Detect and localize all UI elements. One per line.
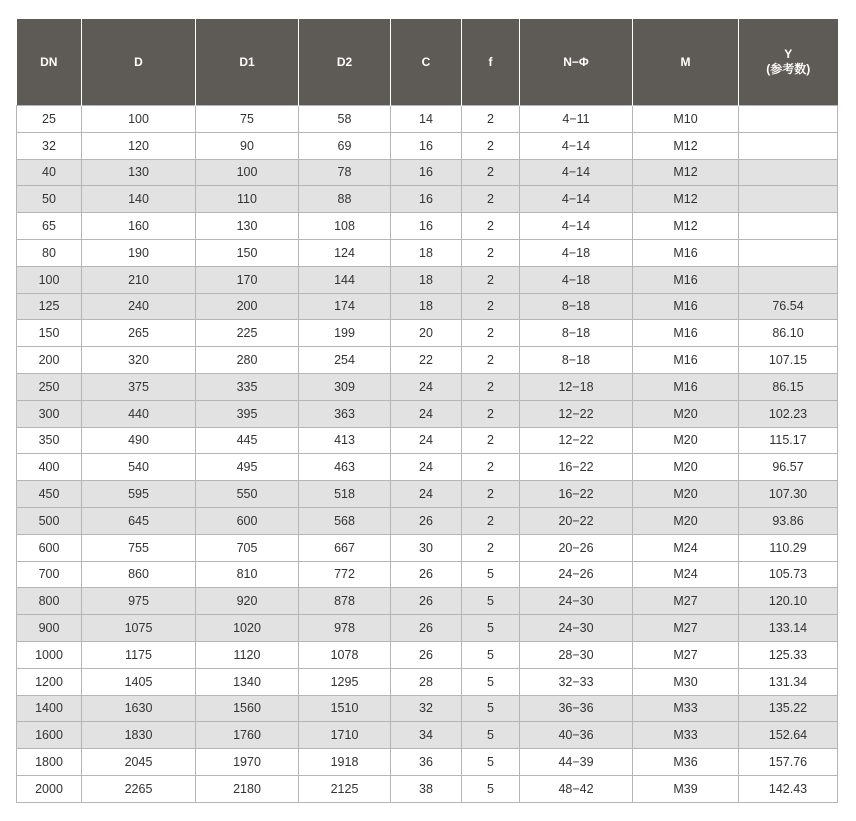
cell-y: 157.76 bbox=[739, 749, 838, 776]
cell-n-phi: 20−22 bbox=[520, 507, 633, 534]
header-dn: DN bbox=[17, 19, 82, 106]
cell-c: 18 bbox=[391, 293, 462, 320]
cell-d2: 1710 bbox=[299, 722, 391, 749]
table-row bbox=[17, 454, 838, 481]
cell-m: M27 bbox=[633, 615, 739, 642]
header-c: C bbox=[391, 19, 462, 106]
flange-dimension-table bbox=[16, 19, 838, 803]
cell-f: 2 bbox=[462, 159, 520, 186]
cell-n-phi: 20−26 bbox=[520, 534, 633, 561]
cell-dn: 100 bbox=[17, 266, 82, 293]
cell-d: 1075 bbox=[82, 615, 196, 642]
cell-dn: 350 bbox=[17, 427, 82, 454]
cell-c: 26 bbox=[391, 507, 462, 534]
table-row bbox=[17, 534, 838, 561]
cell-d: 2265 bbox=[82, 775, 196, 802]
cell-d1: 200 bbox=[196, 293, 299, 320]
cell-d: 320 bbox=[82, 347, 196, 374]
cell-dn: 600 bbox=[17, 534, 82, 561]
cell-d2: 69 bbox=[299, 132, 391, 159]
cell-d: 1630 bbox=[82, 695, 196, 722]
cell-d1: 335 bbox=[196, 373, 299, 400]
table-row bbox=[17, 507, 838, 534]
cell-c: 26 bbox=[391, 615, 462, 642]
cell-f: 2 bbox=[462, 266, 520, 293]
cell-n-phi: 4−18 bbox=[520, 239, 633, 266]
cell-y: 135.22 bbox=[739, 695, 838, 722]
cell-d: 190 bbox=[82, 239, 196, 266]
cell-d1: 1020 bbox=[196, 615, 299, 642]
cell-y bbox=[739, 213, 838, 240]
cell-c: 24 bbox=[391, 400, 462, 427]
cell-n-phi: 4−14 bbox=[520, 213, 633, 240]
table-row bbox=[17, 159, 838, 186]
cell-y: 102.23 bbox=[739, 400, 838, 427]
cell-m: M27 bbox=[633, 588, 739, 615]
cell-c: 26 bbox=[391, 561, 462, 588]
cell-d: 1175 bbox=[82, 641, 196, 668]
cell-f: 2 bbox=[462, 347, 520, 374]
cell-n-phi: 4−14 bbox=[520, 186, 633, 213]
cell-d2: 78 bbox=[299, 159, 391, 186]
cell-d2: 108 bbox=[299, 213, 391, 240]
cell-n-phi: 48−42 bbox=[520, 775, 633, 802]
cell-d1: 170 bbox=[196, 266, 299, 293]
cell-d: 975 bbox=[82, 588, 196, 615]
cell-d2: 88 bbox=[299, 186, 391, 213]
cell-d2: 58 bbox=[299, 106, 391, 133]
cell-m: M12 bbox=[633, 213, 739, 240]
cell-d2: 667 bbox=[299, 534, 391, 561]
table-row bbox=[17, 106, 838, 133]
cell-d1: 920 bbox=[196, 588, 299, 615]
cell-d2: 568 bbox=[299, 507, 391, 534]
cell-d: 130 bbox=[82, 159, 196, 186]
cell-d: 2045 bbox=[82, 749, 196, 776]
cell-m: M24 bbox=[633, 534, 739, 561]
cell-m: M30 bbox=[633, 668, 739, 695]
table-row bbox=[17, 320, 838, 347]
cell-d2: 413 bbox=[299, 427, 391, 454]
cell-m: M10 bbox=[633, 106, 739, 133]
cell-dn: 1600 bbox=[17, 722, 82, 749]
cell-d1: 1340 bbox=[196, 668, 299, 695]
cell-d1: 150 bbox=[196, 239, 299, 266]
cell-d2: 518 bbox=[299, 481, 391, 508]
cell-f: 2 bbox=[462, 293, 520, 320]
cell-c: 34 bbox=[391, 722, 462, 749]
table-row bbox=[17, 239, 838, 266]
cell-d2: 174 bbox=[299, 293, 391, 320]
cell-y bbox=[739, 159, 838, 186]
cell-y: 152.64 bbox=[739, 722, 838, 749]
table-row bbox=[17, 561, 838, 588]
cell-c: 16 bbox=[391, 186, 462, 213]
cell-d: 1830 bbox=[82, 722, 196, 749]
cell-n-phi: 32−33 bbox=[520, 668, 633, 695]
cell-y bbox=[739, 132, 838, 159]
cell-c: 28 bbox=[391, 668, 462, 695]
cell-d2: 463 bbox=[299, 454, 391, 481]
cell-n-phi: 4−11 bbox=[520, 106, 633, 133]
cell-d1: 225 bbox=[196, 320, 299, 347]
cell-y: 115.17 bbox=[739, 427, 838, 454]
cell-m: M36 bbox=[633, 749, 739, 776]
table-row bbox=[17, 668, 838, 695]
cell-dn: 25 bbox=[17, 106, 82, 133]
cell-c: 26 bbox=[391, 588, 462, 615]
cell-n-phi: 4−18 bbox=[520, 266, 633, 293]
cell-m: M16 bbox=[633, 293, 739, 320]
cell-n-phi: 24−30 bbox=[520, 588, 633, 615]
cell-c: 24 bbox=[391, 454, 462, 481]
cell-d: 755 bbox=[82, 534, 196, 561]
cell-y bbox=[739, 239, 838, 266]
header-row bbox=[17, 19, 838, 106]
cell-m: M20 bbox=[633, 427, 739, 454]
cell-f: 2 bbox=[462, 507, 520, 534]
cell-d1: 2180 bbox=[196, 775, 299, 802]
cell-f: 5 bbox=[462, 561, 520, 588]
cell-d2: 1078 bbox=[299, 641, 391, 668]
header-d1: D1 bbox=[196, 19, 299, 106]
cell-d: 860 bbox=[82, 561, 196, 588]
table-row bbox=[17, 266, 838, 293]
header-d: D bbox=[82, 19, 196, 106]
cell-d2: 199 bbox=[299, 320, 391, 347]
table-row bbox=[17, 641, 838, 668]
cell-y: 76.54 bbox=[739, 293, 838, 320]
cell-d1: 90 bbox=[196, 132, 299, 159]
cell-c: 24 bbox=[391, 427, 462, 454]
cell-dn: 1800 bbox=[17, 749, 82, 776]
cell-y: 96.57 bbox=[739, 454, 838, 481]
cell-d: 265 bbox=[82, 320, 196, 347]
cell-d1: 110 bbox=[196, 186, 299, 213]
cell-d1: 395 bbox=[196, 400, 299, 427]
cell-d1: 705 bbox=[196, 534, 299, 561]
cell-d1: 130 bbox=[196, 213, 299, 240]
cell-d2: 1918 bbox=[299, 749, 391, 776]
cell-n-phi: 24−26 bbox=[520, 561, 633, 588]
cell-d: 490 bbox=[82, 427, 196, 454]
cell-n-phi: 12−18 bbox=[520, 373, 633, 400]
cell-d2: 978 bbox=[299, 615, 391, 642]
cell-y: 86.10 bbox=[739, 320, 838, 347]
cell-dn: 40 bbox=[17, 159, 82, 186]
cell-c: 24 bbox=[391, 481, 462, 508]
cell-d: 595 bbox=[82, 481, 196, 508]
cell-c: 26 bbox=[391, 641, 462, 668]
cell-n-phi: 28−30 bbox=[520, 641, 633, 668]
cell-dn: 400 bbox=[17, 454, 82, 481]
cell-d: 645 bbox=[82, 507, 196, 534]
cell-c: 30 bbox=[391, 534, 462, 561]
cell-y: 105.73 bbox=[739, 561, 838, 588]
cell-y bbox=[739, 106, 838, 133]
cell-d1: 445 bbox=[196, 427, 299, 454]
cell-c: 20 bbox=[391, 320, 462, 347]
cell-f: 2 bbox=[462, 400, 520, 427]
cell-y: 125.33 bbox=[739, 641, 838, 668]
cell-d: 160 bbox=[82, 213, 196, 240]
cell-n-phi: 24−30 bbox=[520, 615, 633, 642]
cell-d1: 75 bbox=[196, 106, 299, 133]
cell-f: 2 bbox=[462, 239, 520, 266]
cell-dn: 300 bbox=[17, 400, 82, 427]
cell-m: M12 bbox=[633, 159, 739, 186]
header-y-reference: Y (参考数) bbox=[739, 19, 838, 106]
table-row bbox=[17, 186, 838, 213]
cell-d1: 550 bbox=[196, 481, 299, 508]
cell-dn: 500 bbox=[17, 507, 82, 534]
table-row bbox=[17, 293, 838, 320]
cell-y: 142.43 bbox=[739, 775, 838, 802]
cell-y bbox=[739, 266, 838, 293]
cell-c: 16 bbox=[391, 213, 462, 240]
cell-m: M16 bbox=[633, 347, 739, 374]
cell-c: 24 bbox=[391, 373, 462, 400]
cell-m: M20 bbox=[633, 507, 739, 534]
cell-y: 133.14 bbox=[739, 615, 838, 642]
cell-d2: 254 bbox=[299, 347, 391, 374]
cell-m: M33 bbox=[633, 695, 739, 722]
cell-d: 440 bbox=[82, 400, 196, 427]
cell-d2: 309 bbox=[299, 373, 391, 400]
cell-f: 2 bbox=[462, 320, 520, 347]
cell-y: 120.10 bbox=[739, 588, 838, 615]
cell-d: 120 bbox=[82, 132, 196, 159]
table-row bbox=[17, 132, 838, 159]
cell-dn: 1200 bbox=[17, 668, 82, 695]
cell-dn: 150 bbox=[17, 320, 82, 347]
table-row bbox=[17, 347, 838, 374]
cell-d1: 280 bbox=[196, 347, 299, 374]
cell-d2: 1295 bbox=[299, 668, 391, 695]
cell-d1: 1970 bbox=[196, 749, 299, 776]
cell-c: 32 bbox=[391, 695, 462, 722]
cell-m: M20 bbox=[633, 454, 739, 481]
cell-d2: 2125 bbox=[299, 775, 391, 802]
cell-f: 5 bbox=[462, 775, 520, 802]
table-row bbox=[17, 373, 838, 400]
cell-n-phi: 8−18 bbox=[520, 293, 633, 320]
cell-f: 5 bbox=[462, 668, 520, 695]
cell-d: 375 bbox=[82, 373, 196, 400]
table-row bbox=[17, 213, 838, 240]
cell-y: 93.86 bbox=[739, 507, 838, 534]
cell-d: 210 bbox=[82, 266, 196, 293]
cell-f: 2 bbox=[462, 454, 520, 481]
cell-d: 1405 bbox=[82, 668, 196, 695]
cell-d1: 600 bbox=[196, 507, 299, 534]
cell-f: 2 bbox=[462, 132, 520, 159]
cell-c: 16 bbox=[391, 132, 462, 159]
cell-f: 5 bbox=[462, 641, 520, 668]
cell-d1: 495 bbox=[196, 454, 299, 481]
cell-c: 38 bbox=[391, 775, 462, 802]
cell-d: 540 bbox=[82, 454, 196, 481]
cell-d2: 144 bbox=[299, 266, 391, 293]
cell-f: 5 bbox=[462, 588, 520, 615]
cell-dn: 65 bbox=[17, 213, 82, 240]
header-m: M bbox=[633, 19, 739, 106]
cell-n-phi: 40−36 bbox=[520, 722, 633, 749]
cell-y bbox=[739, 186, 838, 213]
cell-m: M16 bbox=[633, 266, 739, 293]
table-row bbox=[17, 615, 838, 642]
table-row bbox=[17, 427, 838, 454]
cell-dn: 32 bbox=[17, 132, 82, 159]
cell-d1: 1760 bbox=[196, 722, 299, 749]
cell-f: 2 bbox=[462, 534, 520, 561]
cell-f: 5 bbox=[462, 749, 520, 776]
cell-n-phi: 44−39 bbox=[520, 749, 633, 776]
cell-d2: 1510 bbox=[299, 695, 391, 722]
cell-m: M24 bbox=[633, 561, 739, 588]
cell-dn: 2000 bbox=[17, 775, 82, 802]
header-d2: D2 bbox=[299, 19, 391, 106]
cell-f: 2 bbox=[462, 427, 520, 454]
cell-f: 5 bbox=[462, 695, 520, 722]
cell-f: 2 bbox=[462, 481, 520, 508]
cell-dn: 80 bbox=[17, 239, 82, 266]
header-n-phi: N−Φ bbox=[520, 19, 633, 106]
table-row bbox=[17, 481, 838, 508]
cell-m: M12 bbox=[633, 186, 739, 213]
cell-dn: 700 bbox=[17, 561, 82, 588]
cell-dn: 125 bbox=[17, 293, 82, 320]
cell-m: M27 bbox=[633, 641, 739, 668]
table-row bbox=[17, 400, 838, 427]
cell-n-phi: 8−18 bbox=[520, 347, 633, 374]
cell-dn: 250 bbox=[17, 373, 82, 400]
cell-d: 100 bbox=[82, 106, 196, 133]
cell-m: M20 bbox=[633, 481, 739, 508]
cell-m: M12 bbox=[633, 132, 739, 159]
cell-m: M16 bbox=[633, 320, 739, 347]
cell-n-phi: 12−22 bbox=[520, 400, 633, 427]
cell-f: 2 bbox=[462, 213, 520, 240]
table-body bbox=[17, 106, 838, 803]
cell-y: 86.15 bbox=[739, 373, 838, 400]
cell-c: 18 bbox=[391, 239, 462, 266]
cell-dn: 800 bbox=[17, 588, 82, 615]
cell-f: 2 bbox=[462, 373, 520, 400]
table-row bbox=[17, 775, 838, 802]
cell-d2: 878 bbox=[299, 588, 391, 615]
cell-y: 110.29 bbox=[739, 534, 838, 561]
cell-y: 131.34 bbox=[739, 668, 838, 695]
table-row bbox=[17, 722, 838, 749]
cell-c: 16 bbox=[391, 159, 462, 186]
cell-n-phi: 4−14 bbox=[520, 159, 633, 186]
cell-dn: 1400 bbox=[17, 695, 82, 722]
cell-d1: 810 bbox=[196, 561, 299, 588]
cell-f: 5 bbox=[462, 722, 520, 749]
cell-c: 14 bbox=[391, 106, 462, 133]
table-row bbox=[17, 695, 838, 722]
cell-n-phi: 16−22 bbox=[520, 454, 633, 481]
cell-f: 2 bbox=[462, 186, 520, 213]
cell-n-phi: 12−22 bbox=[520, 427, 633, 454]
cell-n-phi: 8−18 bbox=[520, 320, 633, 347]
cell-c: 36 bbox=[391, 749, 462, 776]
table-row bbox=[17, 749, 838, 776]
cell-dn: 50 bbox=[17, 186, 82, 213]
cell-m: M20 bbox=[633, 400, 739, 427]
cell-m: M16 bbox=[633, 239, 739, 266]
cell-c: 22 bbox=[391, 347, 462, 374]
cell-d2: 363 bbox=[299, 400, 391, 427]
cell-n-phi: 36−36 bbox=[520, 695, 633, 722]
cell-m: M16 bbox=[633, 373, 739, 400]
cell-d1: 100 bbox=[196, 159, 299, 186]
cell-d1: 1560 bbox=[196, 695, 299, 722]
cell-m: M33 bbox=[633, 722, 739, 749]
cell-dn: 200 bbox=[17, 347, 82, 374]
cell-d1: 1120 bbox=[196, 641, 299, 668]
cell-dn: 1000 bbox=[17, 641, 82, 668]
cell-d2: 772 bbox=[299, 561, 391, 588]
cell-f: 2 bbox=[462, 106, 520, 133]
header-f: f bbox=[462, 19, 520, 106]
cell-dn: 900 bbox=[17, 615, 82, 642]
cell-c: 18 bbox=[391, 266, 462, 293]
cell-dn: 450 bbox=[17, 481, 82, 508]
cell-d: 240 bbox=[82, 293, 196, 320]
cell-d: 140 bbox=[82, 186, 196, 213]
cell-n-phi: 16−22 bbox=[520, 481, 633, 508]
cell-f: 5 bbox=[462, 615, 520, 642]
cell-y: 107.30 bbox=[739, 481, 838, 508]
cell-y: 107.15 bbox=[739, 347, 838, 374]
cell-n-phi: 4−14 bbox=[520, 132, 633, 159]
cell-d2: 124 bbox=[299, 239, 391, 266]
table-row bbox=[17, 588, 838, 615]
cell-m: M39 bbox=[633, 775, 739, 802]
